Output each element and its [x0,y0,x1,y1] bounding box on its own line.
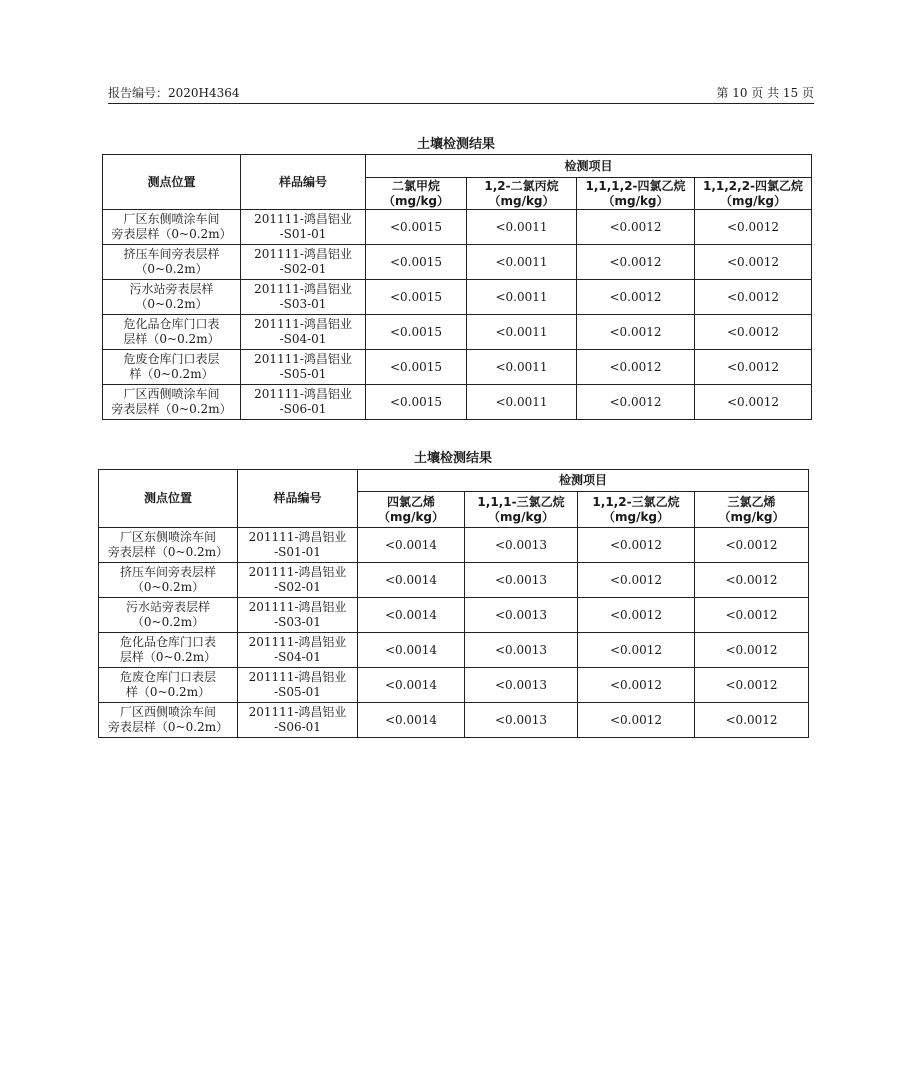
value-cell: <0.0015 [366,210,467,245]
sample-id-cell: 201111-鸿昌铝业 -S06-01 [241,385,366,420]
value-cell: <0.0012 [695,703,809,738]
value-cell: <0.0014 [358,563,465,598]
col-sample-header: 样品编号 [241,155,366,210]
analyte-header: 1,2-二氯丙烷 （mg/kg） [467,178,577,210]
sample-id-cell: 201111-鸿昌铝业 -S05-01 [241,350,366,385]
location-cell: 厂区东侧喷涂车间 旁表层样（0~0.2m） [103,210,241,245]
table-row [99,563,809,598]
value-cell: <0.0012 [577,245,695,280]
col-location-header: 测点位置 [103,155,241,210]
value-cell: <0.0012 [695,210,812,245]
table-row [99,633,809,668]
table-row [103,280,812,315]
analyte-header: 二氯甲烷 （mg/kg） [366,178,467,210]
value-cell: <0.0014 [358,598,465,633]
value-cell: <0.0012 [695,668,809,703]
table-row [103,210,812,245]
value-cell: <0.0012 [577,210,695,245]
table-1-caption: 土壤检测结果 [416,137,495,152]
soil-results-table-1 [102,154,812,420]
location-cell: 危废仓库门口表层 样（0~0.2m） [99,668,238,703]
location-cell: 危废仓库门口表层 样（0~0.2m） [103,350,241,385]
value-cell: <0.0012 [695,350,812,385]
sample-id-cell: 201111-鸿昌铝业 -S06-01 [238,703,358,738]
value-cell: <0.0012 [577,280,695,315]
sample-id-cell: 201111-鸿昌铝业 -S04-01 [241,315,366,350]
sample-id-cell: 201111-鸿昌铝业 -S03-01 [238,598,358,633]
value-cell: <0.0013 [465,563,578,598]
analyte-header: 四氯乙烯 （mg/kg） [358,492,465,528]
sample-id-cell: 201111-鸿昌铝业 -S04-01 [238,633,358,668]
header-divider [108,103,814,104]
value-cell: <0.0012 [577,385,695,420]
table-row [103,245,812,280]
sample-id-cell: 201111-鸿昌铝业 -S01-01 [238,528,358,563]
value-cell: <0.0013 [465,598,578,633]
table-2-caption: 土壤检测结果 [413,451,492,466]
value-cell: <0.0014 [358,633,465,668]
value-cell: <0.0012 [695,245,812,280]
table-row [99,703,809,738]
location-cell: 厂区东侧喷涂车间 旁表层样（0~0.2m） [99,528,238,563]
analyte-header: 三氯乙烯 （mg/kg） [695,492,809,528]
value-cell: <0.0015 [366,385,467,420]
table-row [99,598,809,633]
value-cell: <0.0015 [366,280,467,315]
page-number: 第 10 页 共 15 页 [716,86,814,100]
location-cell: 危化品仓库门口表 层样（0~0.2m） [103,315,241,350]
value-cell: <0.0012 [577,350,695,385]
col-location-header: 测点位置 [99,470,238,528]
value-cell: <0.0012 [578,633,695,668]
value-cell: <0.0012 [695,528,809,563]
value-cell: <0.0011 [467,280,577,315]
value-cell: <0.0012 [578,598,695,633]
table-row [99,528,809,563]
value-cell: <0.0012 [695,315,812,350]
analyte-header: 1,1,2,2-四氯乙烷 （mg/kg） [695,178,812,210]
value-cell: <0.0013 [465,703,578,738]
value-cell: <0.0015 [366,315,467,350]
location-cell: 厂区西侧喷涂车间 旁表层样（0~0.2m） [99,703,238,738]
value-cell: <0.0013 [465,668,578,703]
value-cell: <0.0012 [695,280,812,315]
value-cell: <0.0011 [467,350,577,385]
value-cell: <0.0013 [465,528,578,563]
table-row [103,385,812,420]
value-cell: <0.0012 [695,563,809,598]
value-cell: <0.0012 [577,315,695,350]
sample-id-cell: 201111-鸿昌铝业 -S02-01 [238,563,358,598]
value-cell: <0.0015 [366,245,467,280]
location-cell: 挤压车间旁表层样 （0~0.2m） [99,563,238,598]
analyte-header: 1,1,2-三氯乙烷 （mg/kg） [578,492,695,528]
table-row [103,315,812,350]
analyte-header: 1,1,1,2-四氯乙烷 （mg/kg） [577,178,695,210]
sample-id-cell: 201111-鸿昌铝业 -S02-01 [241,245,366,280]
value-cell: <0.0013 [465,633,578,668]
sample-id-cell: 201111-鸿昌铝业 -S01-01 [241,210,366,245]
value-cell: <0.0014 [358,668,465,703]
sample-id-cell: 201111-鸿昌铝业 -S03-01 [241,280,366,315]
table-row [99,668,809,703]
value-cell: <0.0012 [578,563,695,598]
value-cell: <0.0012 [695,633,809,668]
value-cell: <0.0015 [366,350,467,385]
value-cell: <0.0011 [467,245,577,280]
location-cell: 挤压车间旁表层样 （0~0.2m） [103,245,241,280]
table-row [103,350,812,385]
value-cell: <0.0011 [467,210,577,245]
soil-results-table-2 [98,469,809,738]
location-cell: 污水站旁表层样 （0~0.2m） [103,280,241,315]
analyte-header: 1,1,1-三氯乙烷 （mg/kg） [465,492,578,528]
value-cell: <0.0014 [358,528,465,563]
sample-id-cell: 201111-鸿昌铝业 -S05-01 [238,668,358,703]
report-number: 报告编号：2020H4364 [108,86,240,100]
value-cell: <0.0012 [695,385,812,420]
location-cell: 危化品仓库门口表 层样（0~0.2m） [99,633,238,668]
value-cell: <0.0012 [695,598,809,633]
value-cell: <0.0011 [467,385,577,420]
test-items-header: 检测项目 [358,470,809,492]
page-header [108,84,814,104]
value-cell: <0.0012 [578,703,695,738]
value-cell: <0.0012 [578,668,695,703]
value-cell: <0.0011 [467,315,577,350]
location-cell: 污水站旁表层样 （0~0.2m） [99,598,238,633]
value-cell: <0.0014 [358,703,465,738]
test-items-header: 检测项目 [366,155,812,178]
value-cell: <0.0012 [578,528,695,563]
col-sample-header: 样品编号 [238,470,358,528]
location-cell: 厂区西侧喷涂车间 旁表层样（0~0.2m） [103,385,241,420]
